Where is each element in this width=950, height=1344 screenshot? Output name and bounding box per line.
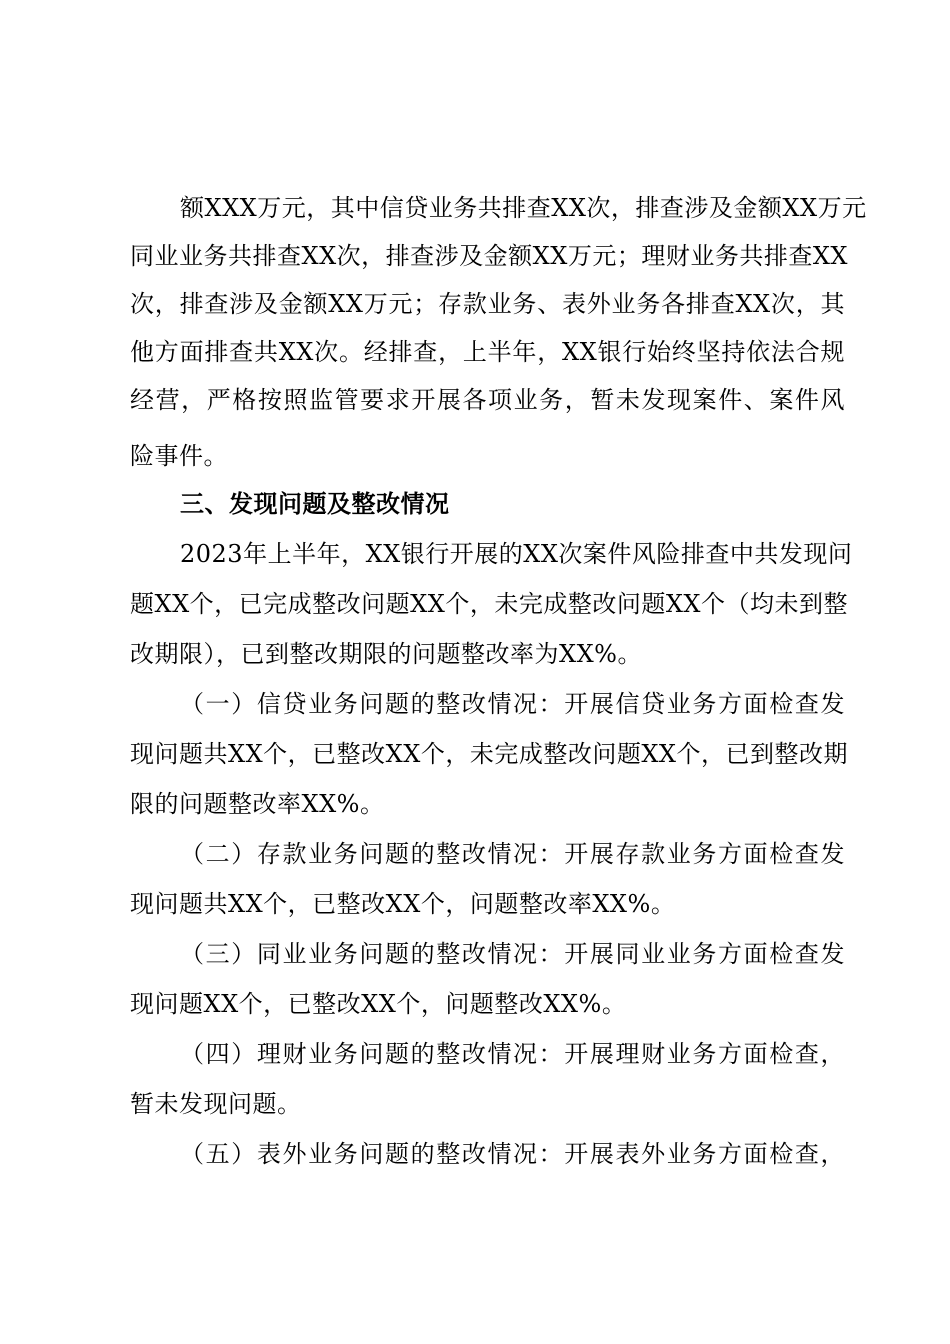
text-line: （四）理财业务问题的整改情况：开展理财业务方面检查，: [180, 1040, 845, 1068]
text-line: 同业业务共排查XX次，排查涉及金额XX万元；理财业务共排查XX: [130, 242, 849, 270]
text-line: 现问题共XX个，已整改XX个，问题整改率XX%。: [130, 890, 676, 918]
text-line: 2023年上半年，XX银行开展的XX次案件风险排查中共发现问: [180, 540, 853, 568]
text-line: 暂未发现问题。: [130, 1090, 302, 1118]
text-line: 题XX个，已完成整改问题XX个，未完成整改问题XX个（均未到整: [130, 590, 849, 618]
text-line: 次，排查涉及金额XX万元；存款业务、表外业务各排查XX次，其: [130, 290, 845, 318]
text-line: 额XXX万元，其中信贷业务共排查XX次，排查涉及金额XX万元: [180, 194, 867, 222]
text-line: 险事件。: [130, 442, 228, 470]
text-line: （一）信贷业务问题的整改情况：开展信贷业务方面检查发: [180, 690, 845, 718]
text-line: 他方面排查共XX次。经排查，上半年，XX银行始终坚持依法合规: [130, 338, 845, 366]
text-line: 现问题共XX个，已整改XX个，未完成整改问题XX个，已到整改期: [130, 740, 849, 768]
text-line: （二）存款业务问题的整改情况：开展存款业务方面检查发: [180, 840, 845, 868]
text-line: 改期限），已到整改期限的问题整改率为XX%。: [130, 640, 642, 668]
section-heading: 三、发现问题及整改情况: [180, 490, 450, 518]
text-line: （五）表外业务问题的整改情况：开展表外业务方面检查，: [180, 1140, 845, 1168]
text-line: 经营，严格按照监管要求开展各项业务，暂未发现案件、案件风: [130, 386, 845, 414]
text-line: （三）同业业务问题的整改情况：开展同业业务方面检查发: [180, 940, 845, 968]
text-line: 限的问题整改率XX%。: [130, 790, 385, 818]
text-line: 现问题XX个，已整改XX个，问题整改XX%。: [130, 990, 627, 1018]
